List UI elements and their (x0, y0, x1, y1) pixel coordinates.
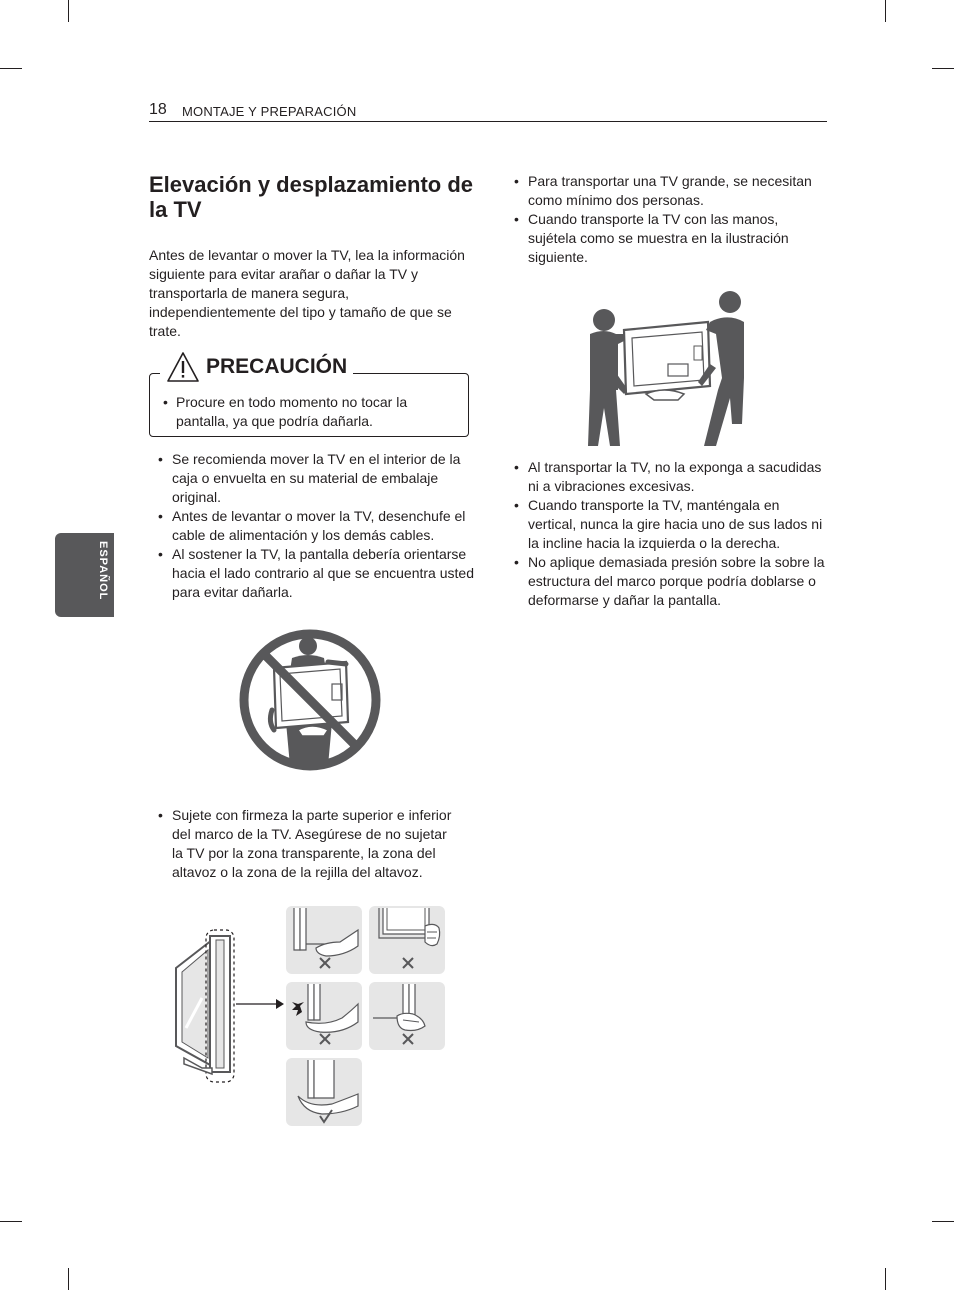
grip-panel-wrong-4 (369, 982, 445, 1050)
grip-panel-wrong-3 (286, 982, 362, 1050)
grip-panel-wrong-2 (369, 906, 445, 974)
two-person-carry-illustration (584, 290, 750, 448)
crop-mark (932, 1221, 954, 1222)
list-item: • Cuando transporte la TV, manténgala en vertical, nunca la gire hacia uno de sus lados ni la incline hacia la izquierda o la derecha. (514, 496, 830, 553)
tv-figure (624, 322, 710, 400)
page-header (149, 99, 827, 122)
caution-label: PRECAUCIÓN (206, 355, 348, 378)
crop-mark (885, 0, 886, 22)
intro-paragraph: Antes de levantar o mover la TV, lea la información siguiente para evitar arañar o dañar la TV y transportarla de manera segura, independientemente del tipo y tamaño de que se trate. (149, 247, 465, 339)
page-number: 18 (149, 101, 167, 118)
grip-bullet-list (158, 806, 458, 882)
section-title: MONTAJE Y PREPARACIÓN (182, 104, 357, 119)
left-bullet-list (158, 450, 474, 602)
list-item: • No aplique demasiada presión sobre la sobre la estructura del marco porque podría doblarse o deformarse y dañar la pantalla. (514, 553, 830, 610)
warning-triangle-icon (166, 351, 200, 383)
language-tab (55, 533, 114, 617)
language-tab-label: ESPAÑOL (97, 541, 109, 601)
right-bullet-list-bottom (514, 458, 830, 610)
caution-heading (160, 349, 353, 385)
crop-mark (0, 68, 22, 69)
left-person-figure (588, 309, 628, 446)
grip-panel-wrong-1 (286, 906, 362, 974)
crop-mark (932, 68, 954, 69)
grip-panel-correct (286, 1058, 362, 1126)
crop-mark (68, 1268, 69, 1290)
page-title: Elevación y desplazamiento de la TV (149, 172, 474, 222)
list-item: • Al sostener la TV, la pantalla debería orientarse hacia el lado contrario al que se encuentra usted para evitar dañarla. (158, 545, 474, 602)
list-item: • Para transportar una TV grande, se necesitan como mínimo dos personas. (514, 172, 826, 210)
crop-mark (885, 1268, 886, 1290)
no-single-person-carry-illustration (236, 626, 384, 774)
bullet-dot: • (163, 394, 168, 410)
crop-mark (68, 0, 69, 22)
list-item: • Se recomienda mover la TV en el interior de la caja o envuelta en su material de embalaje original. (158, 450, 474, 507)
list-item: • Antes de levantar o mover la TV, desenchufe el cable de alimentación y los demás cables. (158, 507, 474, 545)
list-item: • Al transportar la TV, no la exponga a sacudidas ni a vibraciones excesivas. (514, 458, 830, 496)
tv-side-profile-diagram (172, 928, 284, 1086)
crop-mark (0, 1221, 22, 1222)
right-bullet-list-top (514, 172, 826, 267)
caution-item: Procure en todo momento no tocar la pantalla, ya que podría dañarla. (176, 394, 408, 429)
list-item: • Cuando transporte la TV con las manos, sujétela como se muestra en la ilustración siguiente. (514, 210, 826, 267)
list-item: • Sujete con firmeza la parte superior e inferior del marco de la TV. Asegúrese de no sujetar la TV por la zona transparente, la zona del altavoz o la zona de la rejilla del altavoz. (158, 806, 458, 882)
